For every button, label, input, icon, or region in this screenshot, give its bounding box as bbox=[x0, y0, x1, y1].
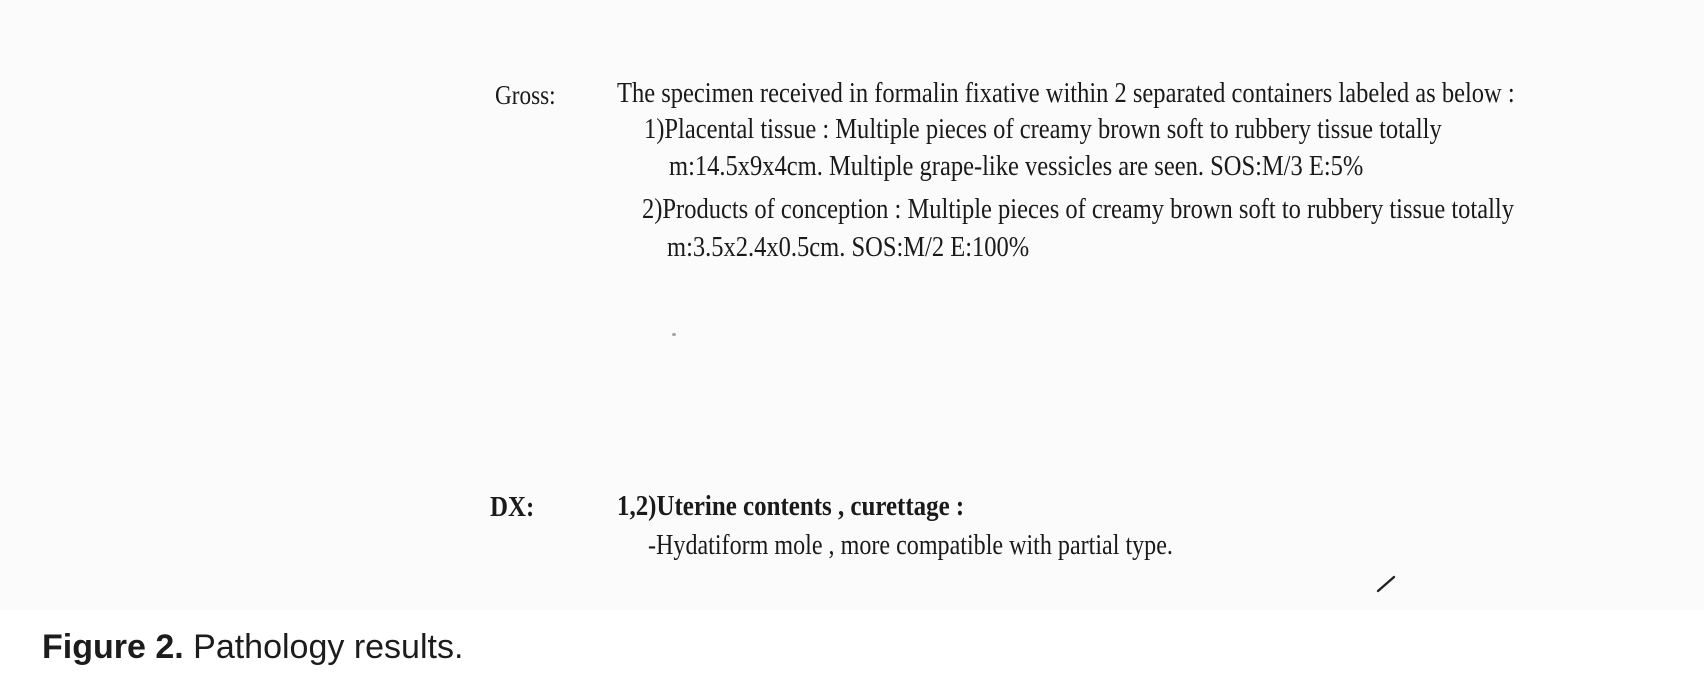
figure-caption-label: Figure 2. bbox=[42, 628, 184, 666]
figure-caption bbox=[42, 628, 463, 667]
gross-item-conception-line1: 2)Products of conception : Multiple pieces of creamy brown soft to rubbery tissue totally bbox=[642, 194, 1514, 225]
pen-stroke-mark bbox=[1376, 575, 1396, 593]
dx-site: 1,2)Uterine contents , curettage : bbox=[617, 490, 965, 522]
scan-speck bbox=[672, 333, 676, 336]
dx-heading: DX: bbox=[490, 491, 535, 523]
gross-item-placental-line2: m:14.5x9x4cm. Multiple grape-like vessicles are seen. SOS:M/3 E:5% bbox=[669, 151, 1364, 182]
dx-finding: -Hydatiform mole , more compatible with partial type. bbox=[648, 530, 1173, 561]
gross-item-placental-line1: 1)Placental tissue : Multiple pieces of creamy brown soft to rubbery tissue totally bbox=[644, 114, 1442, 145]
figure-caption-text: Pathology results. bbox=[183, 628, 464, 666]
gross-heading: Gross: bbox=[495, 80, 556, 110]
gross-item-conception-line2: m:3.5x2.4x0.5cm. SOS:M/2 E:100% bbox=[667, 232, 1030, 263]
gross-intro: The specimen received in formalin fixative within 2 separated containers labeled as below : bbox=[617, 78, 1515, 109]
